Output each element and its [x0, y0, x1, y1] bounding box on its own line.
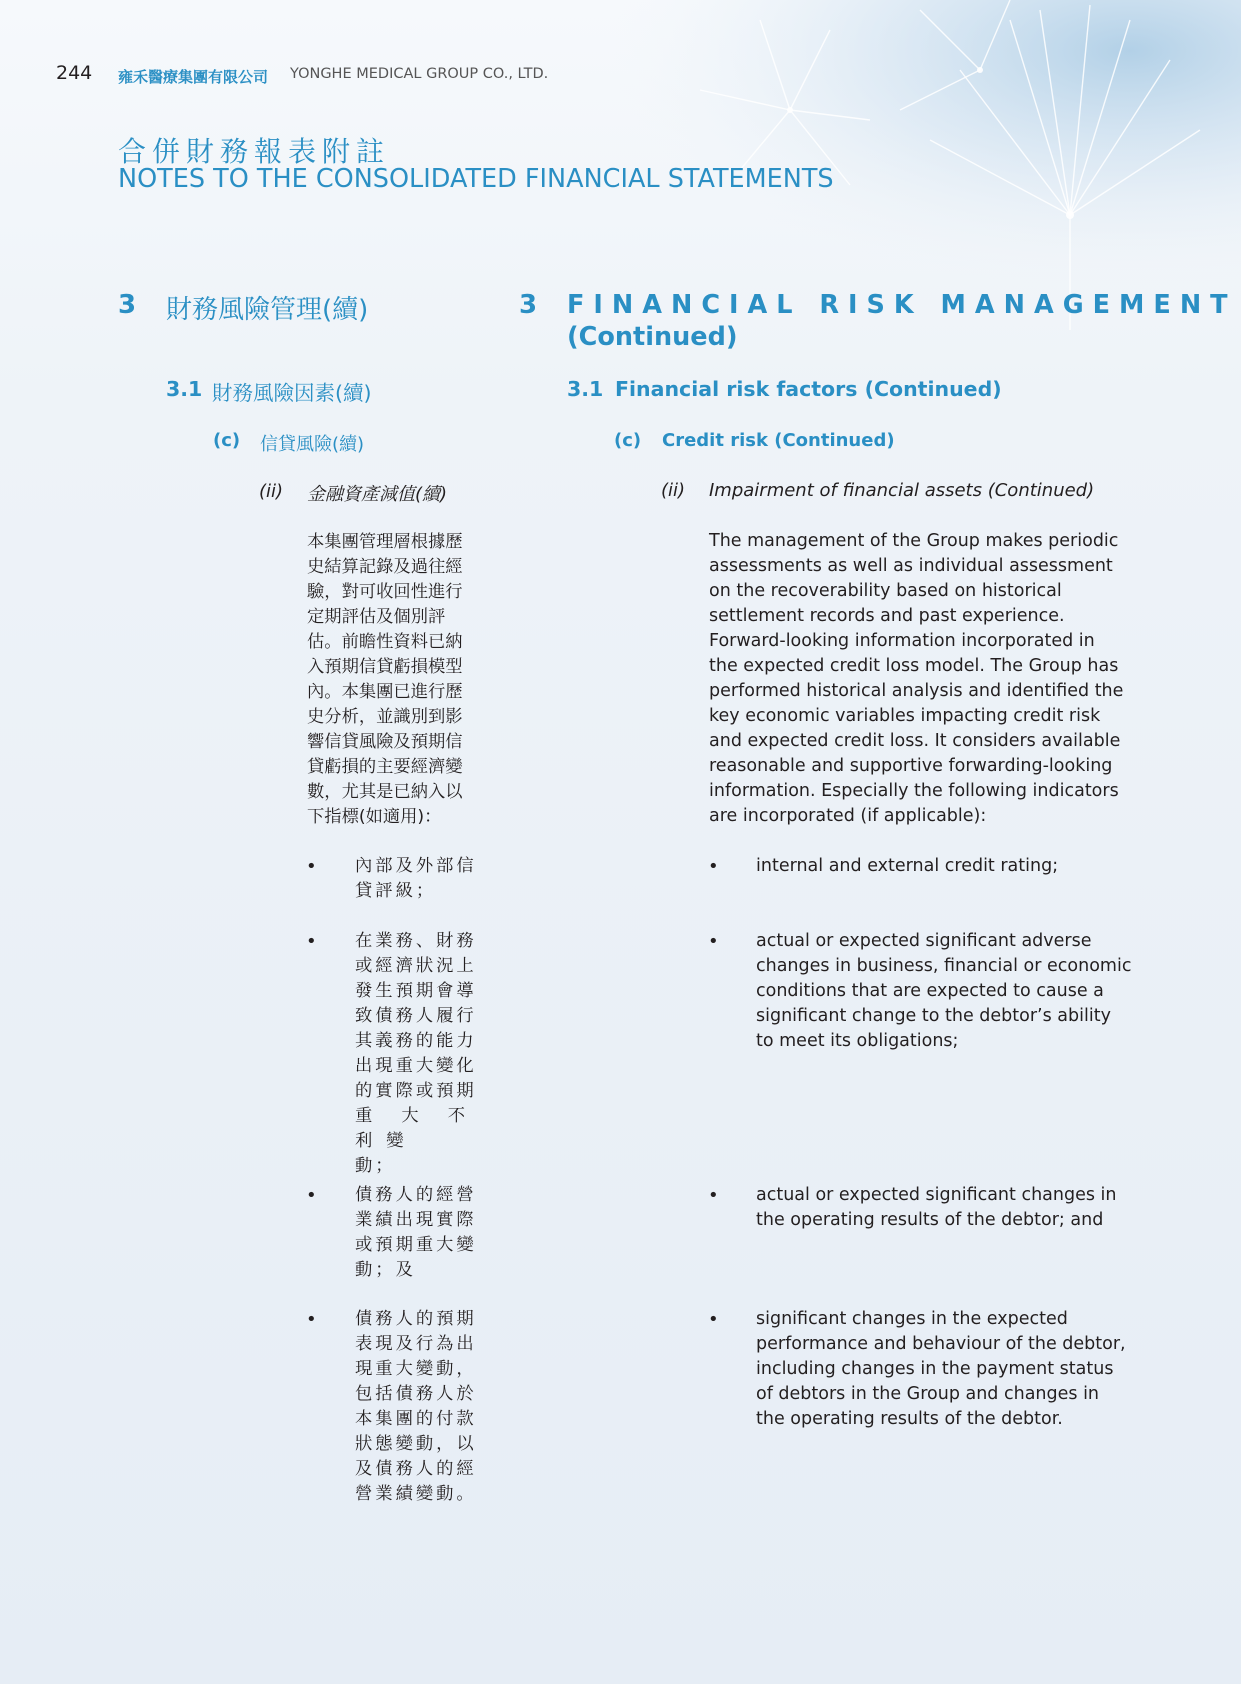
cn-bullet-line: 致債務人履行 [355, 1006, 477, 1026]
cn-paragraph-line: 本集團管理層根據歷 [307, 532, 463, 552]
subsub-label-cn: (c) [213, 430, 241, 451]
bullet-marker: • [306, 1185, 317, 1206]
en-paragraph-line: the expected credit loss model. The Group has [709, 656, 1119, 676]
subsection-number-cn: 3.1 [166, 377, 203, 401]
page-number: 244 [56, 62, 93, 84]
en-bullet-line: conditions that are expected to cause a [756, 981, 1104, 1001]
cn-paragraph-line: 入預期信貸虧損模型 [307, 657, 463, 677]
cn-paragraph-line: 史分析，並識別到影 [307, 707, 463, 727]
en-paragraph-line: Forward-looking information incorporated in [709, 631, 1095, 651]
bullet-marker: • [306, 856, 317, 877]
cn-bullet-line: 或經濟狀況上 [355, 956, 477, 976]
en-bullet-line: actual or expected significant changes in [756, 1185, 1117, 1205]
cn-bullet-line: 營業績變動。 [355, 1484, 477, 1504]
cn-paragraph-line: 內。本集團已進行歷 [307, 682, 463, 702]
cn-bullet-line: 動；及 [355, 1260, 416, 1280]
section-heading-en-line2: (Continued) [567, 322, 738, 352]
cn-paragraph-line: 下指標(如適用)： [307, 807, 442, 827]
en-bullet-2 [756, 929, 1169, 1054]
en-bullet-line: changes in business, financial or economic [756, 956, 1132, 976]
en-paragraph-line: settlement records and past experience. [709, 606, 1065, 626]
cn-bullet-3 [355, 1183, 479, 1283]
en-bullet-line: the operating results of the debtor. [756, 1409, 1063, 1429]
bullet-marker: • [708, 931, 719, 952]
en-paragraph-line: reasonable and supportive forwarding-looking [709, 756, 1113, 776]
cn-paragraph-line: 史結算記錄及過往經 [307, 557, 463, 577]
en-paragraph-line: performed historical analysis and identified the [709, 681, 1124, 701]
en-bullet-line: including changes in the payment status [756, 1359, 1114, 1379]
subsection-heading-en: Financial risk factors (Continued) [615, 377, 1002, 401]
cn-bullet-line: 發生預期會導 [355, 981, 477, 1001]
page-title-cn: 合併財務報表附註 [118, 135, 391, 168]
cn-paragraph-line: 估。前瞻性資料已納 [307, 632, 463, 652]
cn-bullet-line: 或預期重大變 [355, 1235, 477, 1255]
en-paragraph-line: key economic variables impacting credit risk [709, 706, 1101, 726]
en-bullet-4 [756, 1307, 1169, 1432]
cn-paragraph-line: 定期評估及個別評 [307, 607, 446, 627]
en-paragraph-line: and expected credit loss. It considers available [709, 731, 1121, 751]
en-paragraph-line: are incorporated (if applicable): [709, 806, 987, 826]
cn-bullet-line: 債務人的預期 [355, 1309, 477, 1329]
cn-paragraph-line: 響信貸風險及預期信 [307, 732, 463, 752]
en-paragraph-line: The management of the Group makes periodic [709, 531, 1119, 551]
cn-bullet-4 [355, 1307, 479, 1507]
cn-paragraph-line: 驗，對可收回性進行 [307, 582, 463, 602]
page-title-en: NOTES TO THE CONSOLIDATED FINANCIAL STATEMENTS [118, 164, 834, 194]
en-bullet-3 [756, 1183, 1169, 1233]
section-number-cn: 3 [118, 290, 137, 320]
en-bullet-line: internal and external credit rating; [756, 856, 1059, 876]
cn-paragraph [307, 530, 479, 830]
en-bullet-line: of debtors in the Group and changes in [756, 1384, 1100, 1404]
cn-bullet-line: 及債務人的經 [355, 1459, 477, 1479]
subsub-label-en: (c) [614, 430, 642, 451]
bullet-marker: • [306, 931, 317, 952]
cn-bullet-line: 表現及行為出 [355, 1334, 477, 1354]
cn-bullet-line: 的實際或預期 [355, 1081, 477, 1101]
en-paragraph [709, 529, 1125, 829]
section-heading-en-line1: FINANCIAL RISK MANAGEMENT [567, 290, 1237, 320]
item-heading-cn: 金融資產減值(續) [307, 484, 448, 505]
cn-bullet-line: 本集團的付款 [355, 1409, 477, 1429]
en-paragraph-line: on the recoverability based on historical [709, 581, 1062, 601]
item-heading-en: Impairment of financial assets (Continued) [709, 480, 1095, 501]
cn-bullet-line: 債務人的經營 [355, 1185, 477, 1205]
en-bullet-1 [756, 854, 1169, 879]
section-heading-cn: 財務風險管理(續) [166, 295, 369, 325]
en-bullet-line: to meet its obligations; [756, 1031, 959, 1051]
en-paragraph-line: information. Especially the following indicators [709, 781, 1119, 801]
en-bullet-line: significant change to the debtor’s ability [756, 1006, 1111, 1026]
en-paragraph-line: assessments as well as individual assessment [709, 556, 1113, 576]
cn-bullet-line: 包括債務人於 [355, 1384, 477, 1404]
company-name-en: YONGHE MEDICAL GROUP CO., LTD. [290, 66, 549, 82]
bullet-marker: • [708, 1309, 719, 1330]
cn-bullet-2 [355, 929, 479, 1179]
item-label-en: (ii) [661, 480, 686, 501]
bullet-marker: • [306, 1309, 317, 1330]
en-bullet-line: actual or expected significant adverse [756, 931, 1092, 951]
section-number-en: 3 [519, 290, 538, 320]
cn-bullet-line: 動； [355, 1156, 396, 1176]
cn-bullet-line: 出現重大變化 [355, 1056, 477, 1076]
cn-bullet-line: 業績出現實際 [355, 1210, 477, 1230]
bullet-marker: • [708, 1185, 719, 1206]
subsection-number-en: 3.1 [567, 377, 604, 401]
company-name-cn: 雍禾醫療集團有限公司 [118, 68, 269, 86]
cn-bullet-line: 其義務的能力 [355, 1031, 477, 1051]
cn-bullet-line: 重大不利變 [355, 1106, 479, 1151]
cn-bullet-line: 貸評級； [355, 881, 437, 901]
bullet-marker: • [708, 856, 719, 877]
subsection-heading-cn: 財務風險因素(續) [212, 381, 372, 405]
en-bullet-line: significant changes in the expected [756, 1309, 1068, 1329]
cn-bullet-line: 在業務、財務 [355, 931, 477, 951]
item-label-cn: (ii) [259, 481, 284, 502]
en-bullet-line: performance and behaviour of the debtor, [756, 1334, 1126, 1354]
cn-paragraph-line: 貸虧損的主要經濟變 [307, 757, 463, 777]
subsub-heading-cn: 信貸風險(續) [260, 434, 365, 455]
cn-bullet-line: 狀態變動，以 [355, 1434, 477, 1454]
cn-bullet-line: 內部及外部信 [355, 856, 477, 876]
cn-bullet-line: 現重大變動， [355, 1359, 477, 1379]
cn-bullet-1 [355, 854, 479, 904]
subsub-heading-en: Credit risk (Continued) [662, 430, 895, 451]
en-bullet-line: the operating results of the debtor; and [756, 1210, 1104, 1230]
cn-paragraph-line: 數，尤其是已納入以 [307, 782, 463, 802]
